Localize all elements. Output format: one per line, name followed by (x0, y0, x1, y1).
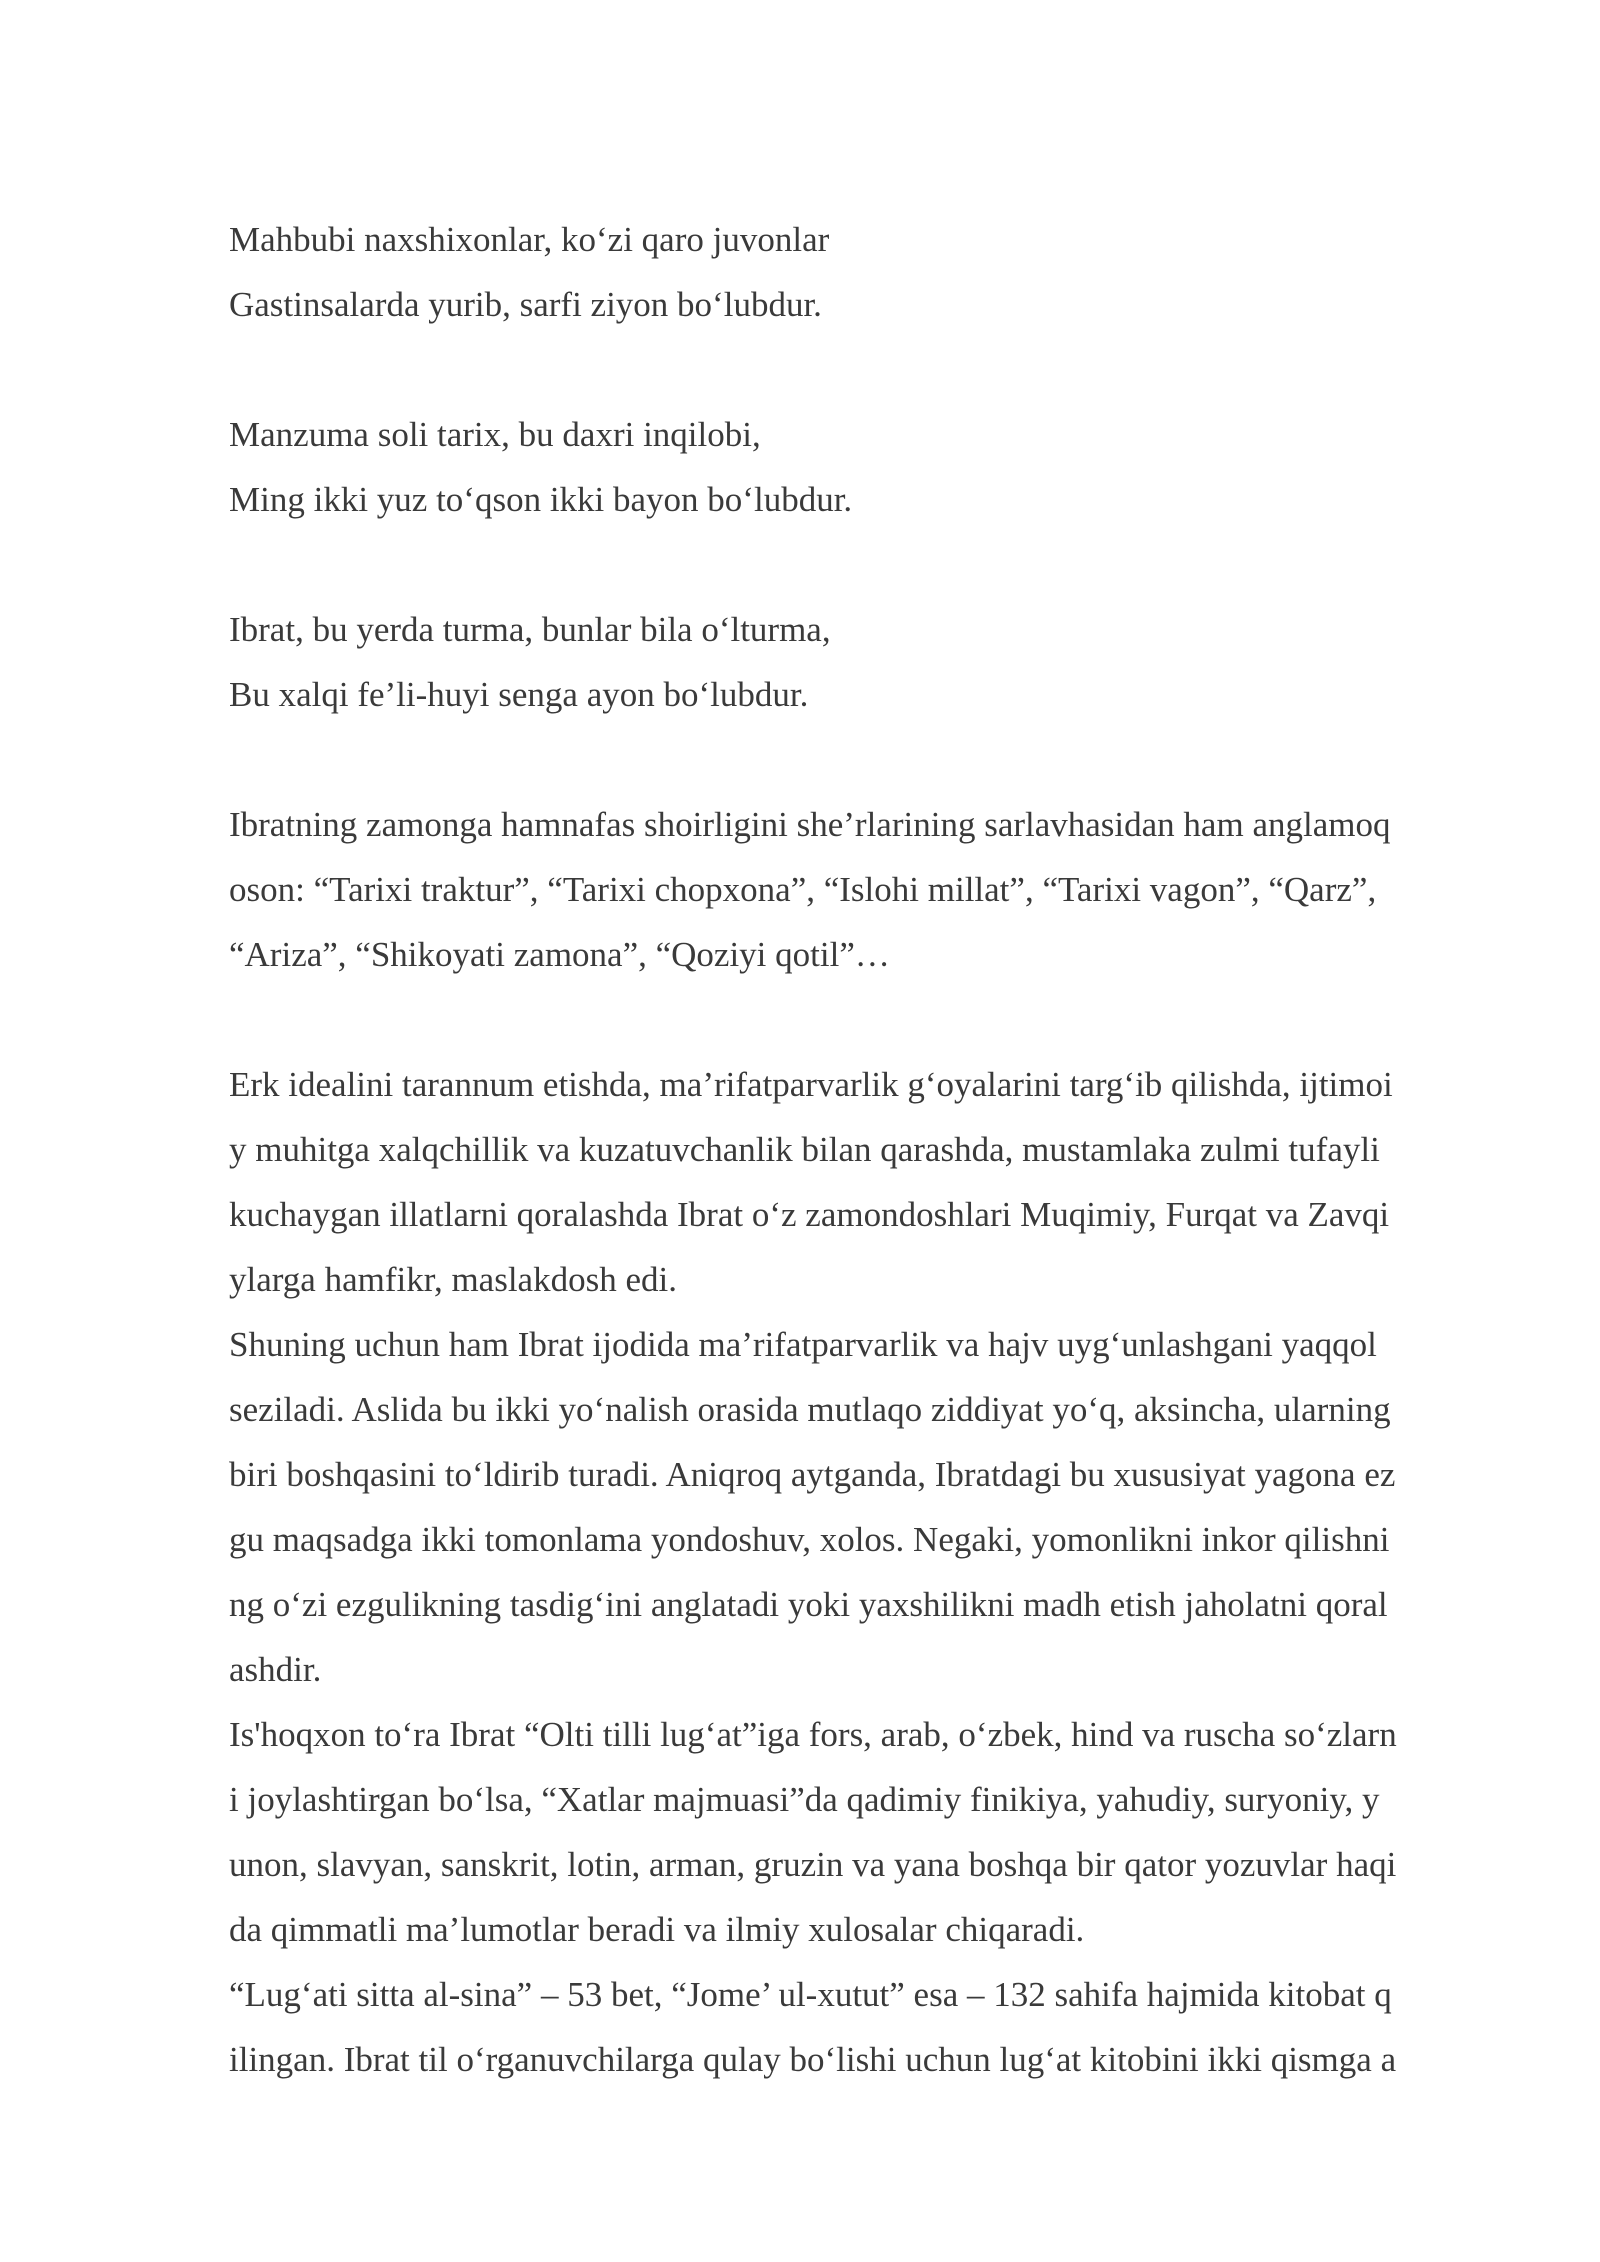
poem-stanza (229, 408, 1549, 538)
paragraph-line: “Ariza”, “Shikoyati zamona”, “Qoziyi qotil”… (229, 935, 890, 974)
paragraph-line: Is'hoqxon to‘ra Ibrat “Olti tilli lug‘at”iga fors, arab, o‘zbek, hind va ruscha so‘zlarn (229, 1715, 1397, 1754)
paragraph-line: ylarga hamfikr, maslakdosh edi. (229, 1260, 677, 1299)
paragraph-line: ng o‘zi ezgulikning tasdig‘ini anglatadi yoki yaxshilikni madh etish jaholatni qoral (229, 1585, 1388, 1624)
paragraph (229, 1058, 1549, 2098)
paragraph-line: y muhitga xalqchillik va kuzatuvchanlik bilan qarashda, mustamlaka zulmi tufayli (229, 1130, 1380, 1169)
paragraph-spacer (229, 993, 1549, 1058)
poem-stanza (229, 603, 1549, 733)
paragraph-line: oson: “Tarixi traktur”, “Tarixi chopxona”, “Islohi millat”, “Tarixi vagon”, “Qarz”, (229, 870, 1377, 909)
paragraph-line: i joylashtirgan bo‘lsa, “Xatlar majmuasi”da qadimiy finikiya, yahudiy, suryoniy, y (229, 1780, 1380, 1819)
poem-line: Manzuma soli tarix, bu daxri inqilobi, (229, 415, 761, 454)
paragraph-line: da qimmatli ma’lumotlar beradi va ilmiy xulosalar chiqaradi. (229, 1910, 1085, 1949)
poem-line: Mahbubi naxshixonlar, ko‘zi qaro juvonlar (229, 220, 830, 259)
paragraph-line: ashdir. (229, 1650, 322, 1689)
stanza-spacer (229, 343, 1549, 408)
poem-line: Ibrat, bu yerda turma, bunlar bila o‘lturma, (229, 610, 831, 649)
stanza-spacer (229, 538, 1549, 603)
paragraph-line: Erk idealini tarannum etishda, ma’rifatparvarlik g‘oyalarini targ‘ib qilishda, ijtimoi (229, 1065, 1393, 1104)
document-body (229, 213, 1549, 2098)
paragraph (229, 798, 1549, 993)
poem-line: Gastinsalarda yurib, sarfi ziyon bo‘lubdur. (229, 285, 822, 324)
paragraph-line: biri boshqasini to‘ldirib turadi. Aniqroq aytganda, Ibratdagi bu xususiyat yagona ez (229, 1455, 1396, 1494)
paragraph-line: seziladi. Aslida bu ikki yo‘nalish orasida mutlaqo ziddiyat yo‘q, aksincha, ularning (229, 1390, 1391, 1429)
poem-line: Bu xalqi fe’li-huyi senga ayon bo‘lubdur. (229, 675, 809, 714)
stanza-spacer (229, 733, 1549, 798)
paragraph-line: ilingan. Ibrat til o‘rganuvchilarga qulay bo‘lishi uchun lug‘at kitobini ikki qismga a (229, 2040, 1397, 2079)
paragraph-line: Shuning uchun ham Ibrat ijodida ma’rifatparvarlik va hajv uyg‘unlashgani yaqqol (229, 1325, 1377, 1364)
paragraph-line: “Lug‘ati sitta al-sina” – 53 bet, “Jome’ ul-xutut” esa – 132 sahifa hajmida kitobat q (229, 1975, 1392, 2014)
poem-stanza (229, 213, 1549, 343)
paragraph-line: kuchaygan illatlarni qoralashda Ibrat o‘z zamondoshlari Muqimiy, Furqat va Zavqi (229, 1195, 1390, 1234)
paragraph-line: gu maqsadga ikki tomonlama yondoshuv, xolos. Negaki, yomonlikni inkor qilishni (229, 1520, 1390, 1559)
poem-line: Ming ikki yuz to‘qson ikki bayon bo‘lubdur. (229, 480, 853, 519)
paragraph-line: unon, slavyan, sanskrit, lotin, arman, gruzin va yana boshqa bir qator yozuvlar haqi (229, 1845, 1397, 1884)
paragraph-line: Ibratning zamonga hamnafas shoirligini she’rlarining sarlavhasidan ham anglamoq (229, 805, 1391, 844)
